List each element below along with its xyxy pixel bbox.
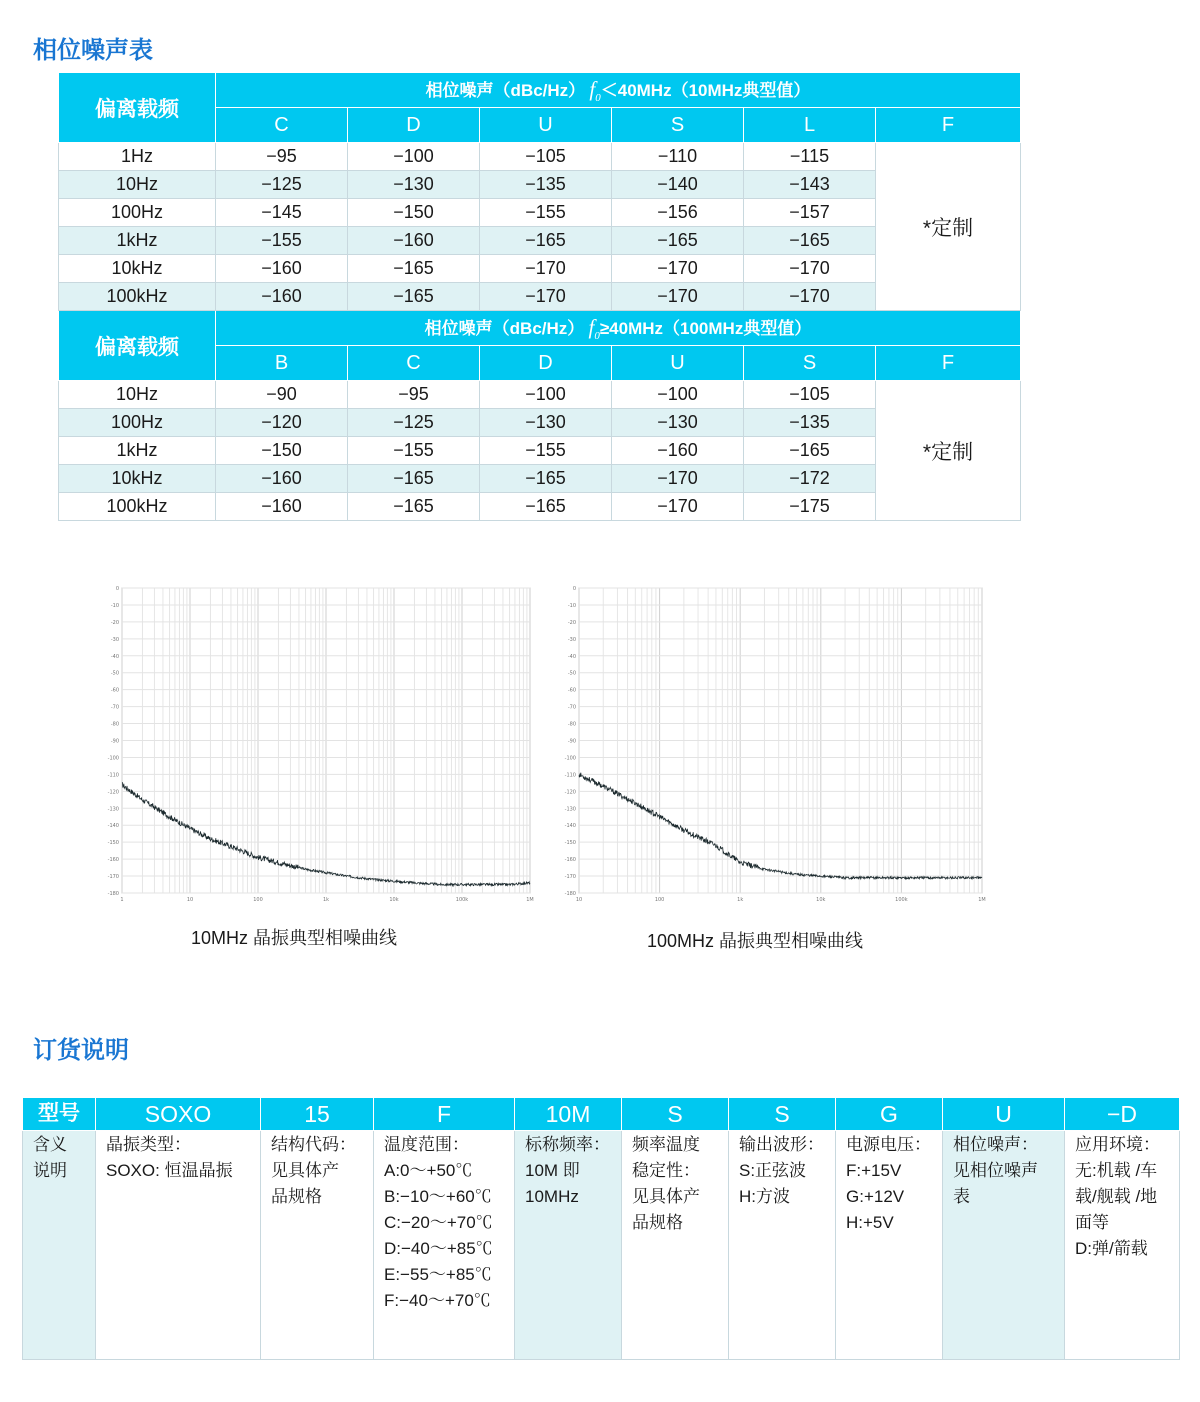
ordering-cell-line: 应用环境： [1075, 1135, 1160, 1154]
noise-value-cell: −105 [480, 143, 612, 171]
noise-value-cell: −100 [480, 381, 612, 409]
noise-value-cell: −160 [216, 283, 348, 311]
noise-value-cell: −135 [744, 409, 876, 437]
ordering-header-cell: SOXO [96, 1098, 261, 1131]
chart-100mhz-caption: 100MHz 晶振典型相噪曲线 [647, 931, 864, 951]
ordering-cell-line: 面等 [1075, 1213, 1109, 1232]
noise-value-cell: −165 [612, 227, 744, 255]
ordering-header-cell: −D [1065, 1098, 1180, 1131]
ordering-header-cell: S [622, 1098, 729, 1131]
table-row [59, 381, 1021, 409]
y-tick-label: -30 [567, 636, 576, 643]
ordering-cell-line: 无:机载 /车 [1075, 1161, 1158, 1180]
x-tick-label: 1M [526, 897, 534, 903]
noise-value-cell: −130 [480, 409, 612, 437]
y-tick-label: -120 [564, 789, 576, 796]
offset-cell: 100kHz [59, 493, 216, 521]
noise-value-cell: −170 [744, 283, 876, 311]
pn-condition: ＜40MHz（10MHz典型值） [600, 80, 811, 100]
pn-column-label: D [348, 108, 480, 143]
f0-symbol: $f_0$ [584, 314, 600, 343]
y-tick-label: -160 [564, 857, 576, 864]
y-tick-label: -130 [107, 806, 119, 813]
ordering-cell-line: S:正弦波 [739, 1161, 807, 1180]
ordering-cell-line: 稳定性： [632, 1161, 700, 1180]
noise-value-cell: −155 [216, 227, 348, 255]
x-tick-label: 100 [253, 897, 263, 903]
ordering-cell-line: 晶振类型： [106, 1135, 191, 1154]
ordering-cell [96, 1131, 261, 1360]
y-tick-label: -20 [110, 619, 119, 626]
noise-value-cell: −156 [612, 199, 744, 227]
ordering-cell-line: 品规格 [271, 1187, 322, 1206]
chart-100mhz [561, 582, 986, 907]
y-tick-label: -100 [564, 755, 576, 762]
phase-noise-title: 相位噪声表 [33, 36, 153, 64]
noise-value-cell: −115 [744, 143, 876, 171]
ordering-cell-line: 含义 [33, 1135, 67, 1154]
f0-symbol: $f_0$ [585, 76, 601, 105]
noise-value-cell: −160 [216, 255, 348, 283]
ordering-body-row [23, 1131, 1180, 1360]
noise-value-cell: −155 [480, 199, 612, 227]
noise-value-cell: −105 [744, 381, 876, 409]
noise-value-cell: −95 [216, 143, 348, 171]
noise-value-cell: −170 [480, 283, 612, 311]
y-tick-label: -70 [567, 704, 576, 711]
noise-value-cell: −160 [612, 437, 744, 465]
noise-value-cell: −165 [348, 255, 480, 283]
pn-column-label: S [744, 346, 876, 381]
noise-value-cell: −160 [216, 493, 348, 521]
pn-column-label: F [876, 346, 1021, 381]
ordering-cell-line: SOXO: 恒温晶振 [106, 1161, 233, 1180]
pn-condition: ≥40MHz（100MHz典型值） [599, 318, 812, 338]
noise-value-cell: −165 [744, 437, 876, 465]
x-tick-label: 10k [816, 897, 826, 903]
pn-units-label: 相位噪声（dBc/Hz） [424, 318, 585, 338]
x-tick-label: 10k [389, 897, 399, 903]
noise-value-cell: −125 [216, 171, 348, 199]
y-tick-label: -80 [567, 721, 576, 728]
noise-value-cell: −165 [480, 465, 612, 493]
y-tick-label: -140 [564, 823, 576, 830]
ordering-header-cell: F [374, 1098, 515, 1131]
noise-value-cell: −165 [348, 283, 480, 311]
y-tick-label: -160 [107, 857, 119, 864]
offset-header: 偏离载频 [59, 73, 216, 143]
noise-value-cell: −165 [348, 465, 480, 493]
offset-header: 偏离载频 [59, 311, 216, 381]
offset-cell: 1Hz [59, 143, 216, 171]
pn-group-header [59, 73, 1021, 108]
noise-value-cell: −110 [612, 143, 744, 171]
ordering-cell-line: 品规格 [632, 1213, 683, 1232]
pn-column-label: C [216, 108, 348, 143]
noise-value-cell: −157 [744, 199, 876, 227]
ordering-cell [729, 1131, 836, 1360]
y-tick-label: -50 [110, 670, 119, 677]
ordering-cell [943, 1131, 1065, 1360]
y-tick-label: -60 [110, 687, 119, 694]
offset-cell: 10kHz [59, 465, 216, 493]
ordering-cell-line: E:−55～+85℃ [384, 1265, 492, 1284]
y-tick-label: -50 [567, 670, 576, 677]
noise-value-cell: −130 [612, 409, 744, 437]
y-tick-label: -180 [564, 891, 576, 897]
noise-value-cell: −160 [348, 227, 480, 255]
x-tick-label: 10 [186, 897, 194, 903]
pn-condition-header [216, 311, 1021, 346]
noise-value-cell: −143 [744, 171, 876, 199]
custom-cell: *定制 [876, 381, 1021, 521]
offset-cell: 1kHz [59, 437, 216, 465]
ordering-cell-line: H:+5V [846, 1213, 894, 1232]
noise-value-cell: −172 [744, 465, 876, 493]
offset-cell: 100Hz [59, 199, 216, 227]
noise-value-cell: −150 [216, 437, 348, 465]
ordering-cell-line: 10M 即 [525, 1161, 580, 1180]
y-tick-label: -110 [107, 772, 119, 779]
y-tick-label: -30 [110, 636, 119, 643]
noise-value-cell: −90 [216, 381, 348, 409]
y-tick-label: -130 [564, 806, 576, 813]
noise-value-cell: −170 [744, 255, 876, 283]
ordering-header-row [23, 1098, 1180, 1131]
y-tick-label: -150 [107, 840, 119, 847]
noise-value-cell: −120 [216, 409, 348, 437]
x-tick-label: 10 [575, 897, 583, 903]
ordering-header-cell: S [729, 1098, 836, 1131]
pn-column-label: C [348, 346, 480, 381]
ordering-cell-line: B:−10～+60℃ [384, 1187, 492, 1206]
noise-value-cell: −170 [612, 283, 744, 311]
y-tick-label: -110 [564, 772, 576, 779]
noise-value-cell: −150 [348, 199, 480, 227]
ordering-cell-line: 温度范围： [384, 1135, 469, 1154]
noise-value-cell: −140 [612, 171, 744, 199]
x-tick-label: 100k [895, 897, 908, 903]
x-tick-label: 1M [978, 897, 986, 903]
x-tick-label: 100k [455, 897, 469, 903]
offset-cell: 100Hz [59, 409, 216, 437]
custom-cell: *定制 [876, 143, 1021, 311]
noise-value-cell: −155 [348, 437, 480, 465]
pn-column-label: U [612, 346, 744, 381]
y-tick-label: -40 [110, 653, 119, 660]
y-tick-label: -120 [107, 789, 119, 796]
y-tick-label: -20 [567, 619, 576, 626]
ordering-cell-line: 标称频率： [525, 1135, 610, 1154]
y-tick-label: -150 [564, 840, 576, 847]
ordering-cell [622, 1131, 729, 1360]
noise-value-cell: −175 [744, 493, 876, 521]
y-tick-label: -70 [110, 704, 119, 711]
x-tick-label: 1k [322, 897, 330, 903]
noise-value-cell: −145 [216, 199, 348, 227]
ordering-header-cell: 10M [515, 1098, 622, 1131]
y-tick-label: -90 [110, 738, 119, 745]
ordering-cell-line: 结构代码： [271, 1135, 356, 1154]
noise-value-cell: −125 [348, 409, 480, 437]
offset-cell: 10kHz [59, 255, 216, 283]
y-tick-label: -80 [110, 721, 119, 728]
ordering-cell-line: 说明 [33, 1161, 67, 1180]
noise-value-cell: −170 [612, 465, 744, 493]
pn-column-label: U [480, 108, 612, 143]
y-tick-label: -60 [567, 687, 576, 694]
y-tick-label: -10 [110, 602, 119, 609]
noise-value-cell: −155 [480, 437, 612, 465]
ordering-cell-line: F:−40～+70℃ [384, 1291, 491, 1310]
y-tick-label: -40 [567, 653, 576, 660]
ordering-cell-line: 表 [953, 1187, 970, 1206]
noise-value-cell: −95 [348, 381, 480, 409]
ordering-cell-line: 10MHz [525, 1187, 579, 1206]
ordering-cell-line: C:−20～+70℃ [384, 1213, 493, 1232]
ordering-header-cell: 型号 [23, 1098, 96, 1131]
chart-10mhz [104, 582, 534, 907]
y-tick-label: 0 [572, 586, 576, 592]
ordering-cell [261, 1131, 374, 1360]
ordering-cell-line: A:0～+50℃ [384, 1161, 473, 1180]
noise-value-cell: −135 [480, 171, 612, 199]
x-tick-label: 1 [120, 897, 124, 903]
ordering-cell [1065, 1131, 1180, 1360]
pn-column-label: B [216, 346, 348, 381]
x-tick-label: 100 [654, 897, 665, 903]
ordering-cell-line: F:+15V [846, 1161, 902, 1180]
y-tick-label: -10 [567, 602, 576, 609]
ordering-cell [23, 1131, 96, 1360]
ordering-cell-line: D:−40～+85℃ [384, 1239, 493, 1258]
pn-condition-header [216, 73, 1021, 108]
ordering-cell-line: 见具体产 [271, 1161, 339, 1180]
y-tick-label: -170 [564, 874, 576, 881]
ordering-cell-line: 电源电压： [846, 1135, 931, 1154]
noise-value-cell: −165 [348, 493, 480, 521]
noise-value-cell: −165 [480, 493, 612, 521]
ordering-cell-line: 输出波形： [739, 1135, 824, 1154]
table-row [59, 143, 1021, 171]
pn-column-label: D [480, 346, 612, 381]
noise-value-cell: −170 [612, 493, 744, 521]
ordering-cell-line: D:弹/箭载 [1075, 1239, 1148, 1258]
phase-noise-table [58, 72, 1021, 521]
noise-value-cell: −130 [348, 171, 480, 199]
pn-units-label: 相位噪声（dBc/Hz） [425, 80, 586, 100]
ordering-cell-line: 见具体产 [632, 1187, 700, 1206]
ordering-cell-line: H:方波 [739, 1187, 790, 1206]
y-tick-label: 0 [115, 586, 119, 592]
noise-value-cell: −100 [612, 381, 744, 409]
x-tick-label: 1k [737, 897, 744, 903]
noise-value-cell: −160 [216, 465, 348, 493]
chart-10mhz-plot [104, 582, 534, 907]
ordering-cell-line: G:+12V [846, 1187, 905, 1206]
ordering-cell-line: 频率温度 [632, 1135, 700, 1154]
noise-value-cell: −100 [348, 143, 480, 171]
y-tick-label: -170 [107, 874, 119, 881]
pn-column-label: F [876, 108, 1021, 143]
offset-cell: 10Hz [59, 171, 216, 199]
noise-value-cell: −170 [612, 255, 744, 283]
noise-value-cell: −170 [480, 255, 612, 283]
ordering-cell [374, 1131, 515, 1360]
chart-10mhz-caption: 10MHz 晶振典型相噪曲线 [191, 928, 398, 948]
y-tick-label: -90 [567, 738, 576, 745]
noise-value-cell: −165 [480, 227, 612, 255]
offset-cell: 100kHz [59, 283, 216, 311]
offset-cell: 10Hz [59, 381, 216, 409]
ordering-cell-line: 相位噪声： [953, 1135, 1038, 1154]
ordering-header-cell: G [836, 1098, 943, 1131]
ordering-header-cell: 15 [261, 1098, 374, 1131]
ordering-title: 订货说明 [33, 1036, 129, 1064]
chart-100mhz-plot [561, 582, 986, 907]
ordering-cell-line: 见相位噪声 [953, 1161, 1038, 1180]
y-tick-label: -180 [107, 891, 119, 897]
noise-value-cell: −165 [744, 227, 876, 255]
ordering-table [22, 1097, 1180, 1360]
y-tick-label: -140 [107, 823, 119, 830]
ordering-cell [836, 1131, 943, 1360]
ordering-cell-line: 载/舰载 /地 [1075, 1187, 1158, 1206]
offset-cell: 1kHz [59, 227, 216, 255]
pn-group-header [59, 311, 1021, 346]
ordering-header-cell: U [943, 1098, 1065, 1131]
pn-column-label: S [612, 108, 744, 143]
y-tick-label: -100 [107, 755, 119, 762]
pn-column-label: L [744, 108, 876, 143]
ordering-cell [515, 1131, 622, 1360]
